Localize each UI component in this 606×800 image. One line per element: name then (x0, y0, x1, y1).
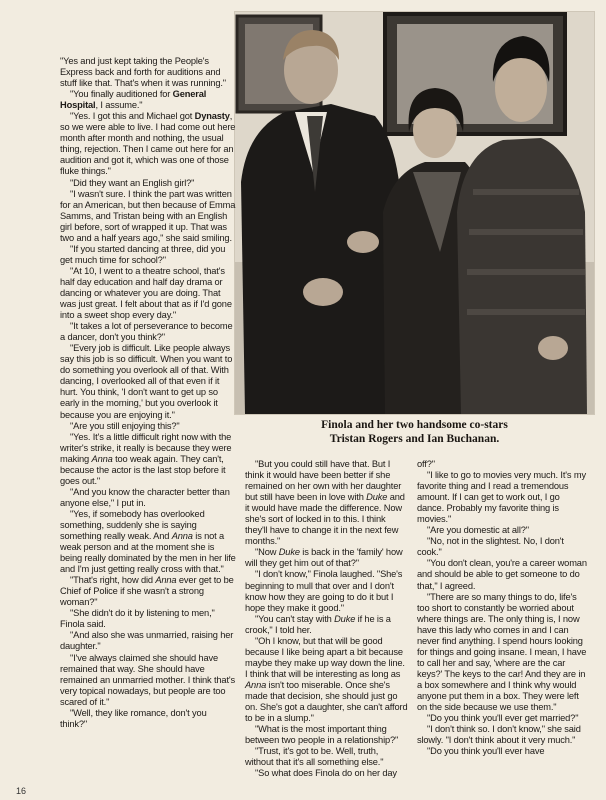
paragraph: "Trust, it's got to be. Well, truth, without that it's all something else." (245, 746, 384, 768)
paragraph: "And also she was unmarried, raising her daughter." (60, 630, 234, 652)
text-fragment: "Yes, if somebody has overlooked something, suddenly she is saying something really weak. And (60, 508, 205, 542)
cast-photo-illustration (235, 12, 594, 414)
paragraph: "Yes and just kept taking the People's Express back and forth for auditions and stuff like that. That's when it was running." (60, 56, 226, 89)
text-fragment: "Yes. It's a little difficult right now with the writer's strike, it really is because they were making (60, 431, 232, 464)
paragraph: "And you know the character better than anyone else," I put in. (60, 486, 230, 508)
character-name: Duke (366, 492, 388, 503)
text-fragment: "Yes. I got this and Michael got (70, 111, 195, 122)
text-fragment: "You finally auditioned for (70, 89, 173, 100)
paragraph: "She didn't do it by listening to men," Finola said. (60, 608, 215, 630)
text-fragment: ever get to be Chief of Police if she wasn't a strong woman?" (60, 575, 234, 608)
paragraph: "Do you think you'll ever have (427, 746, 545, 757)
paragraph: "I've always claimed she should have remained that way. She should have remained an unmarried mother. I think that's very topical nowadays, but people are too scared of it." (60, 652, 236, 707)
caption-line-2: Tristan Rogers and Ian Buchanan. (329, 433, 500, 445)
character-name: Anna (171, 531, 193, 542)
paragraph: "So what does Finola do on her day (255, 768, 397, 779)
paragraph: "I wasn't sure. I think the part was written for an American, but then because of Emma Samms, and Tristan being with an English girl before, sort of wrapped it up. That was two and a half years ago," she said smiling. (60, 188, 236, 243)
paragraph (245, 459, 408, 547)
paragraph: "Well, they like romance, don't you think?" (60, 707, 207, 729)
text-fragment: "Now (255, 547, 279, 558)
text-fragment: , I assume." (95, 100, 143, 111)
show-title: General Hospital (60, 89, 207, 111)
article-column-right (417, 459, 587, 757)
text-fragment: isn't too miserable. Once she's made that decision, she should just go on. She's got a daughter, she can't afford to be in a slump." (245, 679, 408, 724)
paragraph: off?" (417, 459, 435, 469)
paragraph: "At 10, I went to a theatre school, that's half day education and half day drama or dancing or whatever you are doing. That was just great. I felt about that as if I'd gone into a sweet shop every day." (60, 265, 232, 321)
paragraph (60, 575, 236, 608)
text-fragment: "Oh I know, but that will be good because I like being apart a bit because maybe they make up way down the line. I think that will be interesting as long as (245, 635, 405, 679)
text-fragment: , so we were able to live. I had come out here month after month and nothing, the usual thing, rejection. Then I came out here for an audition and got it, which was one of those fluke things." (60, 111, 236, 177)
text-fragment: is not a weak person and at the moment she is being really dominated by the men in her life and I'm just getting really cross with that." (60, 531, 236, 575)
text-fragment: "That's right, how did (70, 575, 156, 586)
text-fragment: "You can't stay with (255, 613, 335, 624)
paragraph: "No, not in the slightest. No, I don't cook." (417, 536, 564, 558)
text-fragment: and it would have made the difference. Now she's sort of locked in to this. I think they'll have to change it in the next few months." (245, 492, 405, 547)
character-name: Duke (278, 547, 300, 558)
character-name: Anna (155, 575, 177, 586)
page-number: 16 (16, 786, 27, 796)
paragraph: "Did they want an English girl?" (70, 177, 195, 188)
paragraph: "It takes a lot of perseverance to become a dancer, don't you think?" (60, 321, 233, 343)
paragraph (245, 614, 408, 636)
paragraph: "There are so many things to do, life's too short to constantly be worried about where things are. The only thing is, I now have this lady who comes in and I can never find anything. I spend hours looking for things and going insane. I mean, I have to call her and say, 'where are the car keys?' The keys to the car! And they are in a box somewhere and I think why would anyone put them in a box. They were left on the side because we use them." (417, 591, 587, 713)
paragraph: "I don't think so. I don't know," she said slowly. "I don't think about it very much." (417, 724, 581, 746)
paragraph (245, 636, 408, 724)
paragraph: "Are you still enjoying this?" (70, 420, 180, 431)
paragraph: "You don't clean, you're a career woman and should be able to get someone to do that," I agreed. (417, 558, 587, 591)
show-title: Dynasty (194, 111, 230, 122)
paragraph: "I don't know," Finola laughed. "She's beginning to mull that over and I don't know how they are going to do it but I hope they make it good." (245, 569, 403, 613)
paragraph: "Every job is difficult. Like people always say this job is so difficult. When you want to do something you overlook all of that. With dancing, I overlooked all of that even if it hurt. You think, 'I don't want to get up so early in the morning,' but you overlook it because you are enjoying it." (60, 343, 233, 420)
paragraph: "What is the most important thing between two people in a relationship?" (245, 724, 399, 746)
paragraph: "If you started dancing at three, did you get much time for school?" (60, 243, 226, 265)
article-column-middle (245, 459, 408, 779)
paragraph: "Do you think you'll ever get married?" (427, 713, 579, 724)
character-name: Anna (91, 453, 113, 464)
paragraph: "Are you domestic at all?" (427, 525, 529, 536)
paragraph (245, 547, 408, 569)
paragraph (60, 89, 236, 111)
caption-line-1: Finola and her two handsome co-stars (321, 419, 508, 431)
paragraph (60, 111, 236, 177)
article-column-left (60, 56, 236, 730)
cast-photo (234, 11, 595, 415)
character-name: Duke (334, 613, 356, 624)
photo-caption (234, 418, 595, 446)
text-fragment: too weak again. They can't, because the actor is the last stop before it goes out." (60, 453, 226, 486)
text-fragment: "But you could still have that. But I think it would have been better if she remained on her own with her daughter but still have been in love with (245, 459, 402, 503)
character-name: Anna (245, 679, 267, 690)
paragraph (60, 509, 236, 575)
text-fragment: if he is a crook," I told her. (245, 613, 391, 635)
paragraph: "I like to go to movies very much. It's my favorite thing and I read a tremendous amount. If I can get to work out, I go dance. Probably my favorite thing is movies." (417, 470, 586, 525)
text-fragment: is back in the 'family' how will they get him out of that?" (245, 547, 403, 569)
paragraph (60, 432, 236, 487)
